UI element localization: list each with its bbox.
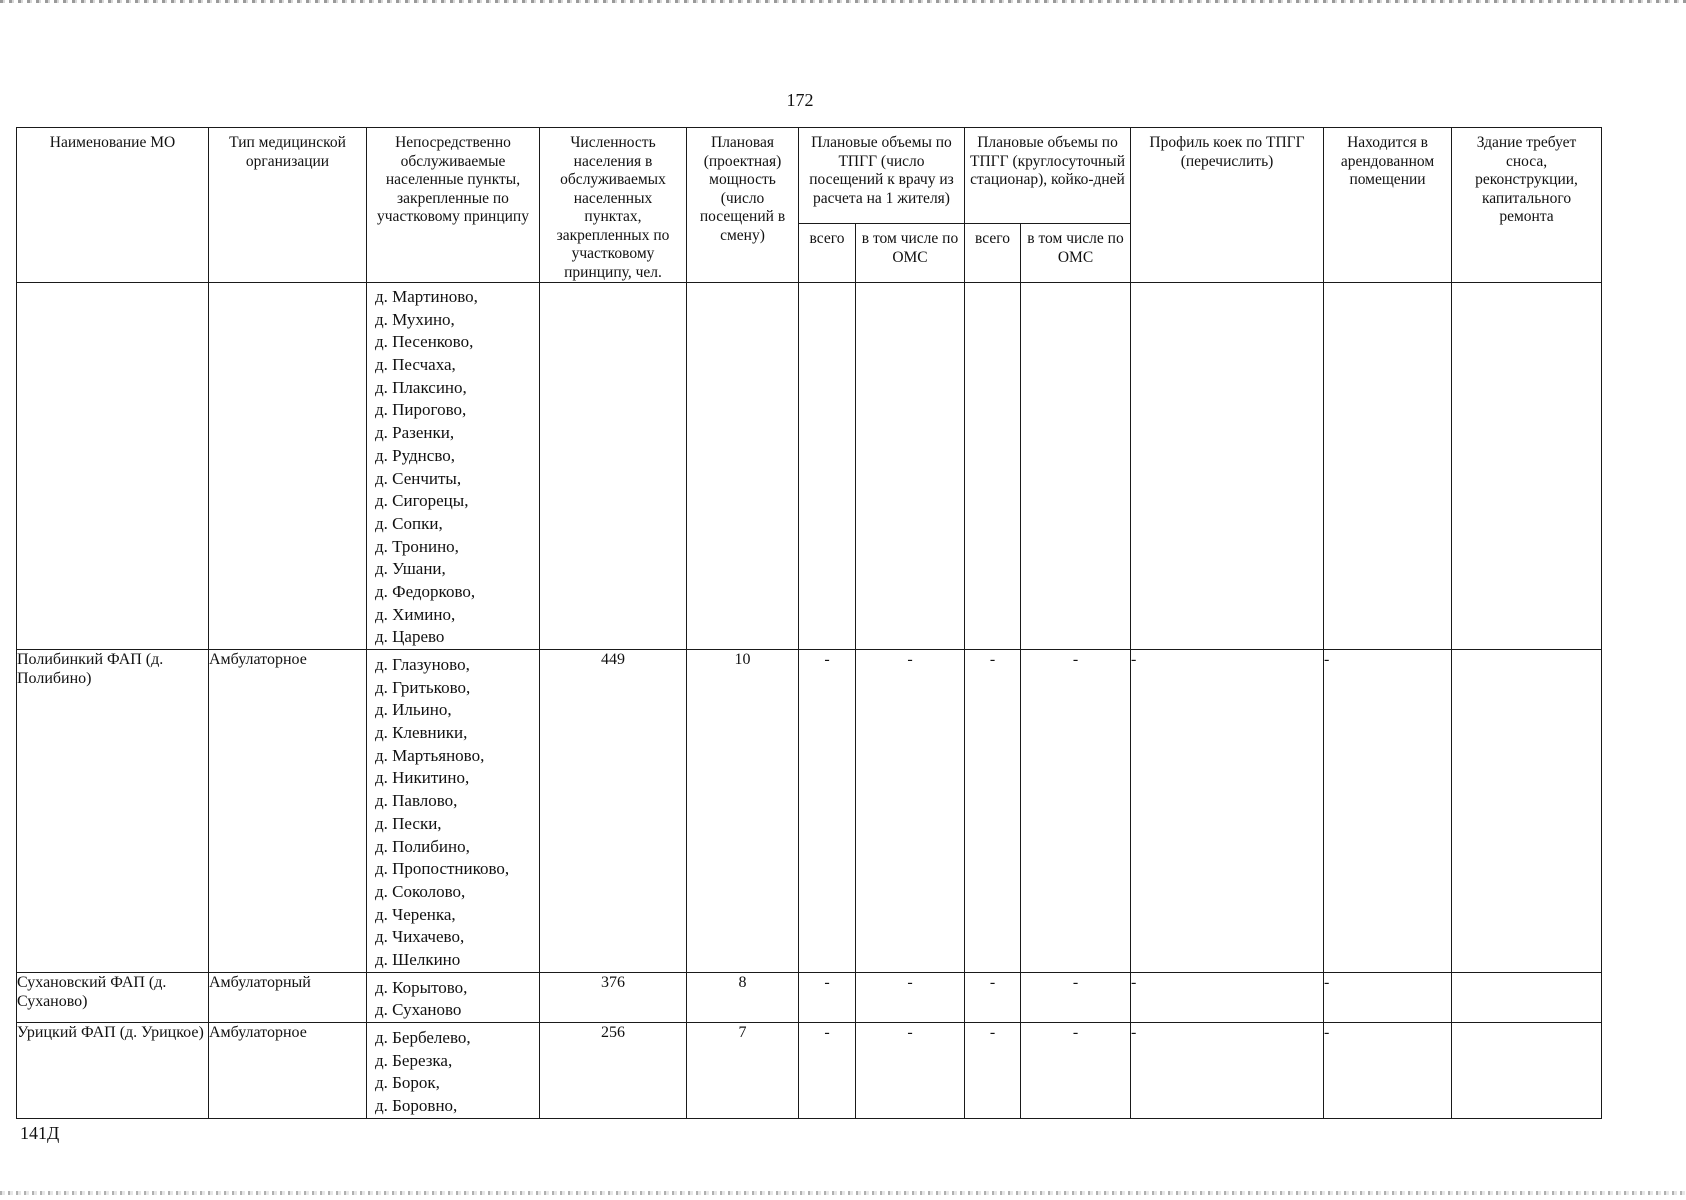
cell-visits-total: - <box>799 972 856 1022</box>
cell-population: 376 <box>540 972 687 1022</box>
facilities-table <box>16 127 1602 1119</box>
header-population: Численность населения в обслуживаемых населенных пунктах, закрепленных по участковому принципу, чел. <box>540 128 687 283</box>
settlement-item: д. Ильино, <box>375 700 452 720</box>
table-row <box>17 650 1602 973</box>
cell-bed-profile: - <box>1131 650 1324 973</box>
header-tpgg-visits: Плановые объемы по ТПГГ (число посещений к врачу из расчета на 1 жителя) <box>799 128 965 224</box>
header-bed-profile: Профиль коек по ТПГГ (перечислить) <box>1131 128 1324 283</box>
cell-type <box>209 283 367 650</box>
cell-visits-total <box>799 283 856 650</box>
header-rented: Находится в арендованном помещении <box>1324 128 1452 283</box>
settlement-item: д. Гритьково, <box>375 677 471 697</box>
cell-name <box>17 283 209 650</box>
settlement-item: д. Боровно, <box>375 1096 458 1116</box>
cell-visits-total: - <box>799 1023 856 1119</box>
header-row <box>17 128 1602 224</box>
table-row <box>17 283 1602 650</box>
cell-beds-total <box>965 283 1021 650</box>
scan-edge-top <box>0 0 1686 3</box>
settlement-item: д. Корытово, <box>375 977 468 997</box>
table-row <box>17 972 1602 1022</box>
cell-building <box>1452 972 1602 1022</box>
cell-rented: - <box>1324 650 1452 973</box>
cell-name: Урицкий ФАП (д. Урицкое) <box>17 1023 209 1119</box>
cell-visits-oms: - <box>856 1023 965 1119</box>
header-tpgg-beds: Плановые объемы по ТПГГ (круглосуточный стационар), койко-дней <box>965 128 1131 224</box>
settlement-item: д. Борок, <box>375 1073 440 1093</box>
settlement-item: д. Соколово, <box>375 881 466 901</box>
subheader-beds-total: всего <box>965 224 1021 283</box>
cell-beds-total: - <box>965 1023 1021 1119</box>
table-row <box>17 1023 1602 1119</box>
settlement-item: д. Тронино, <box>375 536 459 556</box>
settlement-item: д. Полибино, <box>375 836 470 856</box>
cell-name: Полибинкий ФАП (д. Полибино) <box>17 650 209 973</box>
settlement-item: д. Бербелево, <box>375 1028 471 1047</box>
settlement-list <box>367 650 539 972</box>
subheader-visits-total: всего <box>799 224 856 283</box>
settlement-item: д. Разенки, <box>375 423 455 443</box>
header-name-mo: Наименование МО <box>17 128 209 283</box>
cell-name: Сухановский ФАП (д. Суханово) <box>17 972 209 1022</box>
header-settlements: Непосредственно обслуживаемые населенные пункты, закрепленные по участковому принципу <box>367 128 540 283</box>
cell-building <box>1452 1023 1602 1119</box>
settlement-item: д. Чихачево, <box>375 927 465 947</box>
scan-edge-bottom <box>0 1191 1686 1195</box>
settlement-item: д. Мартиново, <box>375 287 478 306</box>
cell-type: Амбулаторное <box>209 650 367 973</box>
cell-rented: - <box>1324 1023 1452 1119</box>
cell-settlements <box>367 1023 540 1119</box>
settlement-item: д. Березка, <box>375 1050 453 1070</box>
settlement-item: д. Ушани, <box>375 559 446 579</box>
cell-rented: - <box>1324 972 1452 1022</box>
settlement-item: д. Царево <box>375 627 445 647</box>
cell-settlements <box>367 650 540 973</box>
cell-population: 449 <box>540 650 687 973</box>
settlement-item: д. Песчаха, <box>375 355 456 375</box>
settlement-item: д. Шелкино <box>375 949 461 969</box>
cell-population: 256 <box>540 1023 687 1119</box>
header-building: Здание требует сноса, реконструкции, капитального ремонта <box>1452 128 1602 283</box>
subheader-beds-oms: в том числе по ОМС <box>1021 224 1131 283</box>
settlement-item: д. Сопки, <box>375 513 443 533</box>
settlement-item: д. Никитино, <box>375 768 470 788</box>
cell-bed-profile <box>1131 283 1324 650</box>
settlement-item: д. Плаксино, <box>375 377 467 397</box>
footer-code: 141Д <box>20 1123 60 1143</box>
cell-bed-profile: - <box>1131 1023 1324 1119</box>
cell-building <box>1452 283 1602 650</box>
settlement-item: д. Павлово, <box>375 791 458 811</box>
cell-capacity: 10 <box>687 650 799 973</box>
cell-visits-oms <box>856 283 965 650</box>
settlement-list <box>367 973 539 1022</box>
cell-settlements <box>367 972 540 1022</box>
settlement-item: д. Суханово <box>375 1000 462 1020</box>
settlement-item: д. Черенка, <box>375 904 456 924</box>
settlement-item: д. Руднсво, <box>375 445 455 465</box>
cell-beds-oms <box>1021 283 1131 650</box>
settlement-item: д. Пирогово, <box>375 400 467 420</box>
subheader-visits-oms: в том числе по ОМС <box>856 224 965 283</box>
settlement-item: д. Химино, <box>375 604 456 624</box>
settlement-list <box>367 283 539 649</box>
settlement-item: д. Клевники, <box>375 723 468 743</box>
settlement-list <box>367 1023 539 1118</box>
settlement-item: д. Федорково, <box>375 581 476 601</box>
cell-capacity: 7 <box>687 1023 799 1119</box>
cell-beds-oms: - <box>1021 972 1131 1022</box>
settlement-item: д. Пески, <box>375 813 442 833</box>
cell-settlements <box>367 283 540 650</box>
settlement-item: д. Мартьяново, <box>375 745 485 765</box>
cell-building <box>1452 650 1602 973</box>
cell-beds-oms: - <box>1021 650 1131 973</box>
page-number: 172 <box>786 90 814 110</box>
cell-type: Амбулаторный <box>209 972 367 1022</box>
cell-rented <box>1324 283 1452 650</box>
cell-population <box>540 283 687 650</box>
cell-capacity: 8 <box>687 972 799 1022</box>
settlement-item: д. Мухино, <box>375 309 455 329</box>
cell-type: Амбулаторное <box>209 1023 367 1119</box>
settlement-item: д. Песенково, <box>375 332 474 352</box>
cell-beds-total: - <box>965 650 1021 973</box>
cell-bed-profile: - <box>1131 972 1324 1022</box>
settlement-item: д. Пропостниково, <box>375 859 510 879</box>
cell-beds-oms: - <box>1021 1023 1131 1119</box>
cell-visits-total: - <box>799 650 856 973</box>
cell-visits-oms: - <box>856 972 965 1022</box>
settlement-item: д. Сенчиты, <box>375 468 462 488</box>
cell-beds-total: - <box>965 972 1021 1022</box>
cell-capacity <box>687 283 799 650</box>
header-capacity: Плановая (проектная) мощность (число посещений в смену) <box>687 128 799 283</box>
settlement-item: д. Сигорецы, <box>375 491 469 511</box>
cell-visits-oms: - <box>856 650 965 973</box>
header-org-type: Тип медицинской организации <box>209 128 367 283</box>
settlement-item: д. Глазуново, <box>375 655 470 674</box>
